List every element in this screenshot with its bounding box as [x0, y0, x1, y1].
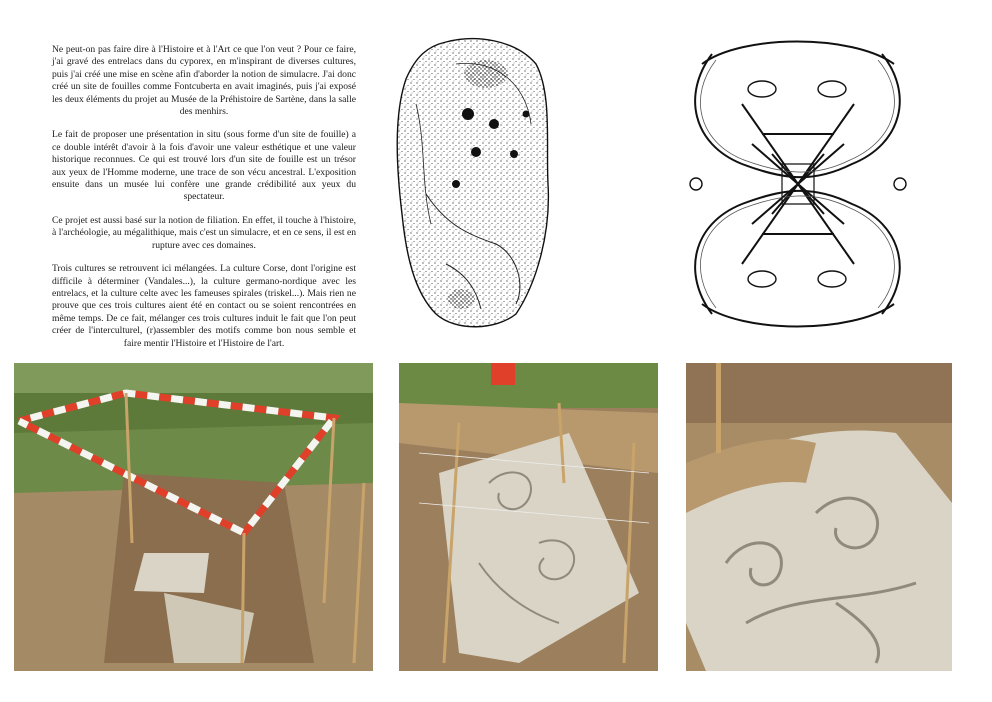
trench-slab-photo	[399, 363, 658, 671]
stone-drawing	[386, 34, 556, 332]
paragraph-cultures: Trois cultures se retrouvent ici mélangées. La culture Corse, dont l'origine est difficile à déterminer (Vandales...), la culture germano-nordique avec les entrelacs, et la culture celte avec les fameuses spirales (triskel...). Mais rien ne prouve que ces trois cultures aient été en contact ou se soient rencontrées en même temps. De ce fait, mélanger ces trois cultures induit le fait que l'on peut créer de l'interculturel, (r)assembler des motifs comme bon nous semble et faire mentir l'Histoire et l'Histoire de l'art.	[52, 263, 356, 349]
paragraph-intro: Ne peut-on pas faire dire à l'Histoire et à l'Art ce que l'on veut ? Pour ce faire, j'ai gravé des entrelacs dans du cyporex, en m'inspirant de diverses cultures, puis j'ai créé une mise en scène afin d'aborder la notion de simulacre. J'ai donc créé un site de fouilles comme Fontcuberta en avait imaginés, puis j'ai exposé les deux éléments du projet au Musée de la Préhistoire de Sartène, dans la salle des menhirs.	[52, 44, 356, 118]
description-text-column	[52, 44, 356, 361]
paragraph-in-situ: Le fait de proposer une présentation in situ (sous forme d'un site de fouille) a ce double intérêt d'avoir à la fois d'avoir une valeur esthétique et une valeur historique reconnues. Ce qui est trouvé lors d'un site de fouille est un trésor aux yeux de l'Homme moderne, une trace de son vécu ancestral. L'exposition ensuite dans un musée lui confère une grande crédibilité aux yeux du spectateur.	[52, 129, 356, 203]
excavation-site-photo	[14, 363, 373, 671]
paragraph-filiation: Ce projet est aussi basé sur la notion de filiation. En effet, il touche à l'histoire, à l'archéologie, au mégalithique, mais c'est un simulacre, et en ce sens, il est en rupture avec ces domaines.	[52, 214, 356, 251]
knotwork-drawing	[682, 34, 914, 334]
carving-closeup-photo	[686, 363, 952, 671]
